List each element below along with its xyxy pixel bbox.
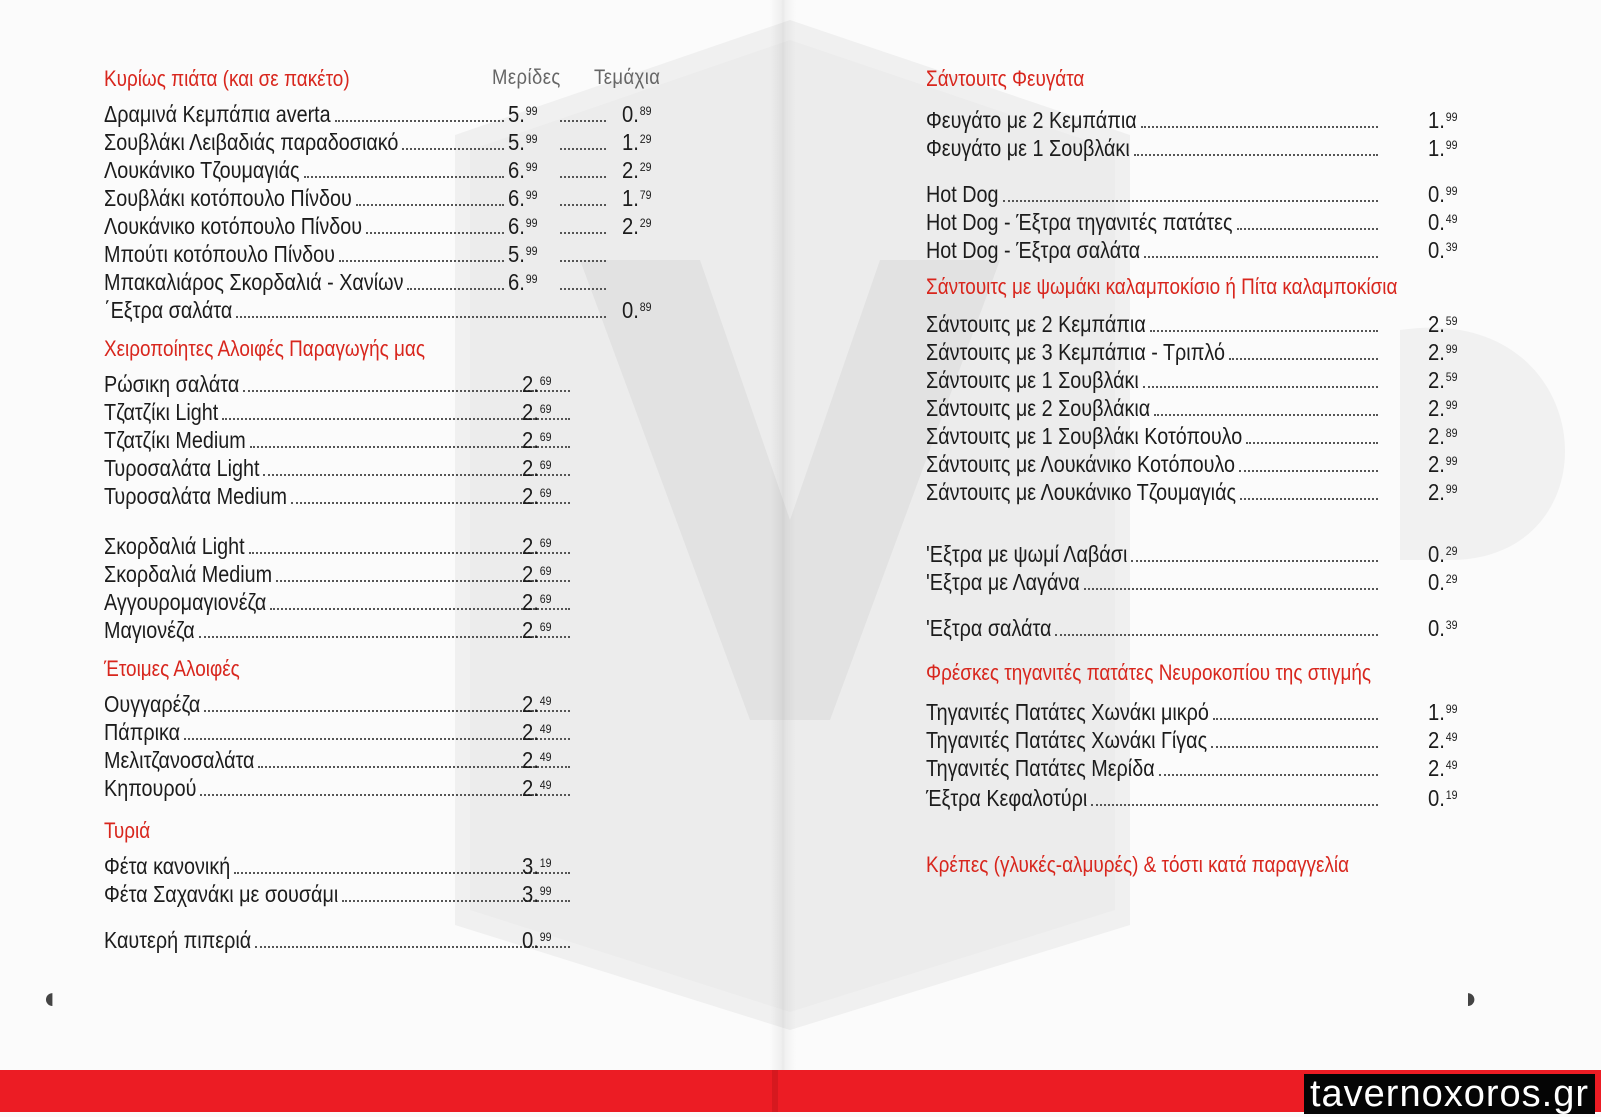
price — [622, 156, 652, 184]
price-integer: 2. — [1428, 311, 1445, 337]
dot-leader — [243, 390, 570, 392]
price — [1428, 180, 1458, 208]
item-name: Σκορδαλιά Light — [104, 533, 245, 559]
item-name: Μπακαλιάρος Σκορδαλιά - Χανίων — [104, 269, 404, 295]
price-integer: 0. — [622, 101, 639, 127]
price-integer: 3. — [522, 853, 539, 879]
price-decimal: 89 — [639, 300, 652, 314]
item-name: Hot Dog — [926, 181, 999, 207]
price-decimal: 99 — [1445, 702, 1458, 716]
item-name: Τυροσαλάτα Light — [104, 455, 260, 481]
price-decimal: 79 — [639, 188, 652, 202]
item-name: Κηπουρού — [104, 775, 197, 801]
menu-item — [104, 774, 674, 802]
menu-item — [104, 616, 674, 644]
price — [508, 156, 538, 184]
price-integer: 0. — [1428, 209, 1445, 235]
price-integer: 2. — [522, 775, 539, 801]
menu-item — [104, 532, 674, 560]
price-integer: 6. — [508, 269, 525, 295]
price-integer: 2. — [522, 617, 539, 643]
section-heading: Κρέπες (γλυκές-αλμυρές) & τόστι κατά παραγγελία — [926, 852, 1350, 877]
item-name: 'Εξτρα με Λαγάνα — [926, 569, 1080, 595]
price — [508, 128, 538, 156]
dot-leader — [199, 636, 570, 638]
price-integer: 5. — [508, 101, 525, 127]
price — [1428, 134, 1458, 162]
dot-leader — [1240, 498, 1378, 500]
dot-leader — [184, 738, 570, 740]
price-integer: 2. — [1428, 395, 1445, 421]
menu-item — [104, 718, 674, 746]
page-fold — [770, 0, 796, 1070]
price-decimal: 19 — [539, 856, 552, 870]
price — [522, 616, 552, 644]
item-name: Hot Dog - Έξτρα τηγανιτές πατάτες — [926, 209, 1233, 235]
item-name: Σάντουιτς με 3 Κεμπάπια - Τριπλό — [926, 339, 1225, 365]
price — [522, 370, 552, 398]
price-decimal: 99 — [525, 216, 538, 230]
menu-item — [104, 852, 674, 880]
item-name: 'Εξτρα με ψωμί Λαβάσι — [926, 541, 1128, 567]
price-decimal: 29 — [639, 132, 652, 146]
item-name: Μελιτζανοσαλάτα — [104, 747, 255, 773]
price — [522, 880, 552, 908]
item-name: 'Εξτρα σαλάτα — [926, 615, 1052, 641]
menu-item — [926, 614, 1502, 642]
price-decimal: 49 — [539, 722, 552, 736]
price — [1428, 366, 1458, 394]
dot-leader — [560, 120, 606, 122]
price — [522, 746, 552, 774]
price — [622, 212, 652, 240]
item-name: ΄Εξτρα σαλάτα — [104, 297, 233, 323]
menu-item — [104, 426, 674, 454]
item-name: Φευγάτο με 1 Σουβλάκι — [926, 135, 1130, 161]
price-decimal: 69 — [539, 486, 552, 500]
price — [522, 482, 552, 510]
price-decimal: 49 — [1445, 758, 1458, 772]
price-decimal: 99 — [525, 160, 538, 174]
price-integer: 2. — [1428, 727, 1445, 753]
dot-leader — [1131, 560, 1378, 562]
price — [522, 852, 552, 880]
item-name: Πάπρικα — [104, 719, 181, 745]
item-name: Φέτα Σαχανάκι με σουσάμι — [104, 881, 339, 907]
dot-leader — [339, 260, 504, 262]
price-decimal: 49 — [1445, 730, 1458, 744]
price — [522, 690, 552, 718]
menu-item — [104, 268, 674, 296]
price-decimal: 89 — [1445, 426, 1458, 440]
menu-item — [104, 156, 674, 184]
menu-item — [104, 454, 674, 482]
item-name: Ρώσικη σαλάτα — [104, 371, 240, 397]
price-decimal: 99 — [539, 930, 552, 944]
menu-item — [926, 338, 1502, 366]
price-decimal: 49 — [539, 694, 552, 708]
price-decimal: 69 — [539, 402, 552, 416]
item-name: Σάντουιτς με Λουκάνικο Κοτόπουλο — [926, 451, 1236, 477]
section-heading: Χειροποίητες Αλοιφές Παραγωγής μας — [104, 336, 425, 361]
price-integer: 1. — [622, 129, 639, 155]
item-name: Hot Dog - Έξτρα σαλάτα — [926, 237, 1141, 263]
price-integer: 0. — [1428, 569, 1445, 595]
menu-item — [926, 450, 1502, 478]
price-decimal: 69 — [539, 430, 552, 444]
price-integer: 2. — [522, 533, 539, 559]
price-decimal: 69 — [539, 564, 552, 578]
price-decimal: 69 — [539, 374, 552, 388]
menu-item — [926, 726, 1502, 754]
price-integer: 2. — [522, 427, 539, 453]
dot-leader — [1141, 126, 1378, 128]
price-decimal: 99 — [1445, 482, 1458, 496]
menu-item — [104, 100, 674, 128]
price — [522, 718, 552, 746]
price — [508, 240, 538, 268]
item-name: Σουβλάκι Λειβαδιάς παραδοσιακό — [104, 129, 399, 155]
dot-leader — [1154, 414, 1378, 416]
dot-leader — [234, 872, 570, 874]
menu-item — [926, 106, 1502, 134]
item-name: Σουβλάκι κοτόπουλο Πίνδου — [104, 185, 352, 211]
price-integer: 0. — [1428, 237, 1445, 263]
price-integer: 0. — [622, 297, 639, 323]
dot-leader — [1084, 588, 1378, 590]
price-integer: 2. — [522, 371, 539, 397]
price — [1428, 338, 1458, 366]
price — [522, 926, 552, 954]
menu-item — [104, 482, 674, 510]
item-name: Σάντουιτς με 2 Κεμπάπια — [926, 311, 1146, 337]
price-decimal: 99 — [1445, 184, 1458, 198]
menu-item — [926, 422, 1502, 450]
price-integer: 1. — [1428, 135, 1445, 161]
price-decimal: 59 — [1445, 314, 1458, 328]
price-decimal: 99 — [525, 132, 538, 146]
price-integer: 3. — [522, 881, 539, 907]
price — [1428, 394, 1458, 422]
item-name: Σάντουιτς με 1 Σουβλάκι — [926, 367, 1139, 393]
price-integer: 1. — [1428, 699, 1445, 725]
menu-item — [104, 746, 674, 774]
price-integer: 2. — [1428, 367, 1445, 393]
binder-hole-right-icon: ◗ — [1462, 982, 1481, 1015]
item-name: Καυτερή πιπεριά — [104, 927, 252, 953]
dot-leader — [1091, 804, 1378, 806]
item-name: Τηγανιτές Πατάτες Χωνάκι Γίγας — [926, 727, 1208, 753]
price — [1428, 568, 1458, 596]
dot-leader — [1159, 774, 1378, 776]
price — [622, 184, 652, 212]
dot-leader — [1246, 442, 1378, 444]
price-decimal: 99 — [525, 104, 538, 118]
dot-leader — [1055, 634, 1378, 636]
menu-item — [104, 296, 674, 324]
dot-leader — [1211, 746, 1378, 748]
price-decimal: 69 — [539, 458, 552, 472]
price-decimal: 89 — [639, 104, 652, 118]
price-decimal: 29 — [1445, 544, 1458, 558]
dot-leader — [1003, 200, 1378, 202]
price-decimal: 99 — [525, 244, 538, 258]
price — [1428, 310, 1458, 338]
price-integer: 6. — [508, 213, 525, 239]
menu-item — [926, 310, 1502, 338]
dot-leader — [236, 316, 606, 318]
dot-leader — [1213, 718, 1378, 720]
price-integer: 0. — [1428, 785, 1445, 811]
price-integer: 2. — [622, 213, 639, 239]
item-name: Τυροσαλάτα Medium — [104, 483, 287, 509]
menu-item — [104, 880, 674, 908]
price-integer: 0. — [522, 927, 539, 953]
price-integer: 6. — [508, 185, 525, 211]
section-heading: Έτοιμες Αλοιφές — [104, 656, 240, 681]
item-name: Ουγγαρέζα — [104, 691, 201, 717]
price — [1428, 208, 1458, 236]
menu-item — [926, 784, 1502, 812]
column-header-pieces: Τεμάχια — [594, 66, 661, 89]
dot-leader — [356, 204, 504, 206]
price-integer: 2. — [522, 561, 539, 587]
item-name: Μαγιονέζα — [104, 617, 195, 643]
price-integer: 2. — [1428, 423, 1445, 449]
item-name: Έξτρα Κεφαλοτύρι — [926, 785, 1088, 811]
dot-leader — [560, 260, 606, 262]
menu-item — [104, 690, 674, 718]
price-decimal: 29 — [639, 216, 652, 230]
price-decimal: 99 — [539, 884, 552, 898]
dot-leader — [1144, 256, 1378, 258]
item-name: Τζατζίκι Medium — [104, 427, 246, 453]
menu-item — [926, 754, 1502, 782]
price-integer: 2. — [522, 589, 539, 615]
price — [522, 588, 552, 616]
price-integer: 2. — [1428, 339, 1445, 365]
price-decimal: 99 — [525, 272, 538, 286]
price-decimal: 99 — [525, 188, 538, 202]
section-heading: Φρέσκες τηγανιτές πατάτες Νευροκοπίου της στιγμής — [926, 660, 1372, 685]
price — [1428, 236, 1458, 264]
dot-leader — [1143, 386, 1378, 388]
price-integer: 2. — [522, 691, 539, 717]
item-name: Σάντουιτς με 1 Σουβλάκι Κοτόπουλο — [926, 423, 1243, 449]
price-integer: 2. — [1428, 451, 1445, 477]
price — [508, 212, 538, 240]
menu-item — [104, 926, 674, 954]
dot-leader — [335, 120, 504, 122]
price-integer: 5. — [508, 241, 525, 267]
dot-leader — [407, 288, 504, 290]
price-decimal: 49 — [539, 778, 552, 792]
price-decimal: 99 — [1445, 398, 1458, 412]
item-name: Σάντουιτς με 2 Σουβλάκια — [926, 395, 1151, 421]
dot-leader — [204, 710, 570, 712]
menu-item — [926, 394, 1502, 422]
price-integer: 0. — [1428, 541, 1445, 567]
price-decimal: 29 — [639, 160, 652, 174]
price — [522, 532, 552, 560]
dot-leader — [402, 148, 504, 150]
price-decimal: 69 — [539, 592, 552, 606]
price — [1428, 784, 1458, 812]
price — [1428, 478, 1458, 506]
menu-item — [104, 370, 674, 398]
price-integer: 2. — [622, 157, 639, 183]
price-integer: 2. — [522, 455, 539, 481]
price-integer: 1. — [622, 185, 639, 211]
price-integer: 2. — [522, 719, 539, 745]
price-integer: 5. — [508, 129, 525, 155]
price-decimal: 99 — [1445, 342, 1458, 356]
price-decimal: 39 — [1445, 618, 1458, 632]
menu-item — [104, 212, 674, 240]
menu-item — [104, 184, 674, 212]
dot-leader — [1239, 470, 1378, 472]
dot-leader — [560, 288, 606, 290]
dot-leader — [560, 232, 606, 234]
item-name: Μπούτι κοτόπουλο Πίνδου — [104, 241, 335, 267]
item-name: Δραμινά Κεμπάπια averta — [104, 101, 331, 127]
menu-item — [926, 208, 1502, 236]
site-watermark: tavernoxoros.gr — [1304, 1074, 1595, 1114]
item-name: Αγγουρομαγιονέζα — [104, 589, 267, 615]
price-integer: 1. — [1428, 107, 1445, 133]
price-integer: 2. — [522, 483, 539, 509]
dot-leader — [1237, 228, 1378, 230]
price-integer: 2. — [522, 747, 539, 773]
menu-item — [926, 134, 1502, 162]
item-name: Λουκάνικο Τζουμαγιάς — [104, 157, 300, 183]
menu-item — [926, 698, 1502, 726]
price-decimal: 49 — [1445, 212, 1458, 226]
price — [508, 100, 538, 128]
price — [1428, 106, 1458, 134]
price-integer: 2. — [1428, 479, 1445, 505]
menu-item — [926, 366, 1502, 394]
menu-item — [926, 236, 1502, 264]
item-name: Τηγανιτές Πατάτες Χωνάκι μικρό — [926, 699, 1209, 725]
item-name: Σάντουιτς με Λουκάνικο Τζουμαγιάς — [926, 479, 1237, 505]
menu-item — [104, 588, 674, 616]
price — [622, 100, 652, 128]
dot-leader — [200, 794, 570, 796]
menu-item — [104, 398, 674, 426]
price — [522, 454, 552, 482]
price-decimal: 39 — [1445, 240, 1458, 254]
section-heading: Σάντουιτς Φευγάτα — [926, 66, 1085, 91]
menu-item — [104, 240, 674, 268]
price — [1428, 450, 1458, 478]
price-decimal: 99 — [1445, 454, 1458, 468]
item-name: Φέτα κανονική — [104, 853, 231, 879]
item-name: Φευγάτο με 2 Κεμπάπια — [926, 107, 1137, 133]
item-name: Λουκάνικο κοτόπουλο Πίνδου — [104, 213, 363, 239]
price — [508, 268, 538, 296]
menu-item — [926, 540, 1502, 568]
price — [1428, 614, 1458, 642]
column-header-portions: Μερίδες — [492, 66, 561, 89]
price — [522, 398, 552, 426]
price-decimal: 69 — [539, 620, 552, 634]
menu-item — [104, 560, 674, 588]
dot-leader — [222, 418, 570, 420]
price-decimal: 69 — [539, 536, 552, 550]
price-integer: 2. — [522, 399, 539, 425]
menu-item — [926, 568, 1502, 596]
dot-leader — [1229, 358, 1378, 360]
price-decimal: 29 — [1445, 572, 1458, 586]
price-integer: 0. — [1428, 615, 1445, 641]
price-integer: 6. — [508, 157, 525, 183]
price — [508, 184, 538, 212]
dot-leader — [560, 204, 606, 206]
price — [522, 774, 552, 802]
dot-leader — [304, 176, 504, 178]
dot-leader — [366, 232, 504, 234]
price-decimal: 19 — [1445, 788, 1458, 802]
price-integer: 0. — [1428, 181, 1445, 207]
dot-leader — [560, 176, 606, 178]
price-decimal: 99 — [1445, 138, 1458, 152]
item-name: Τζατζίκι Light — [104, 399, 219, 425]
dot-leader — [560, 148, 606, 150]
menu-item — [926, 478, 1502, 506]
section-heading: Τυριά — [104, 818, 151, 843]
section-heading: Κυρίως πιάτα (και σε πακέτο) — [104, 66, 350, 91]
price — [522, 426, 552, 454]
dot-leader — [1150, 330, 1378, 332]
price — [1428, 726, 1458, 754]
price-decimal: 59 — [1445, 370, 1458, 384]
price — [1428, 422, 1458, 450]
price — [1428, 698, 1458, 726]
binder-hole-left-icon: ◖ — [40, 982, 59, 1015]
price — [622, 296, 652, 324]
price-integer: 2. — [1428, 755, 1445, 781]
price — [1428, 754, 1458, 782]
section-heading: Σάντουιτς με ψωμάκι καλαμποκίσιο ή Πίτα καλαμποκίσια — [926, 274, 1398, 299]
item-name: Σκορδαλιά Medium — [104, 561, 273, 587]
menu-item — [104, 128, 674, 156]
dot-leader — [1134, 154, 1378, 156]
menu-item — [926, 180, 1502, 208]
price — [1428, 540, 1458, 568]
price — [622, 128, 652, 156]
price — [522, 560, 552, 588]
price-decimal: 49 — [539, 750, 552, 764]
price-decimal: 99 — [1445, 110, 1458, 124]
item-name: Τηγανιτές Πατάτες Μερίδα — [926, 755, 1155, 781]
